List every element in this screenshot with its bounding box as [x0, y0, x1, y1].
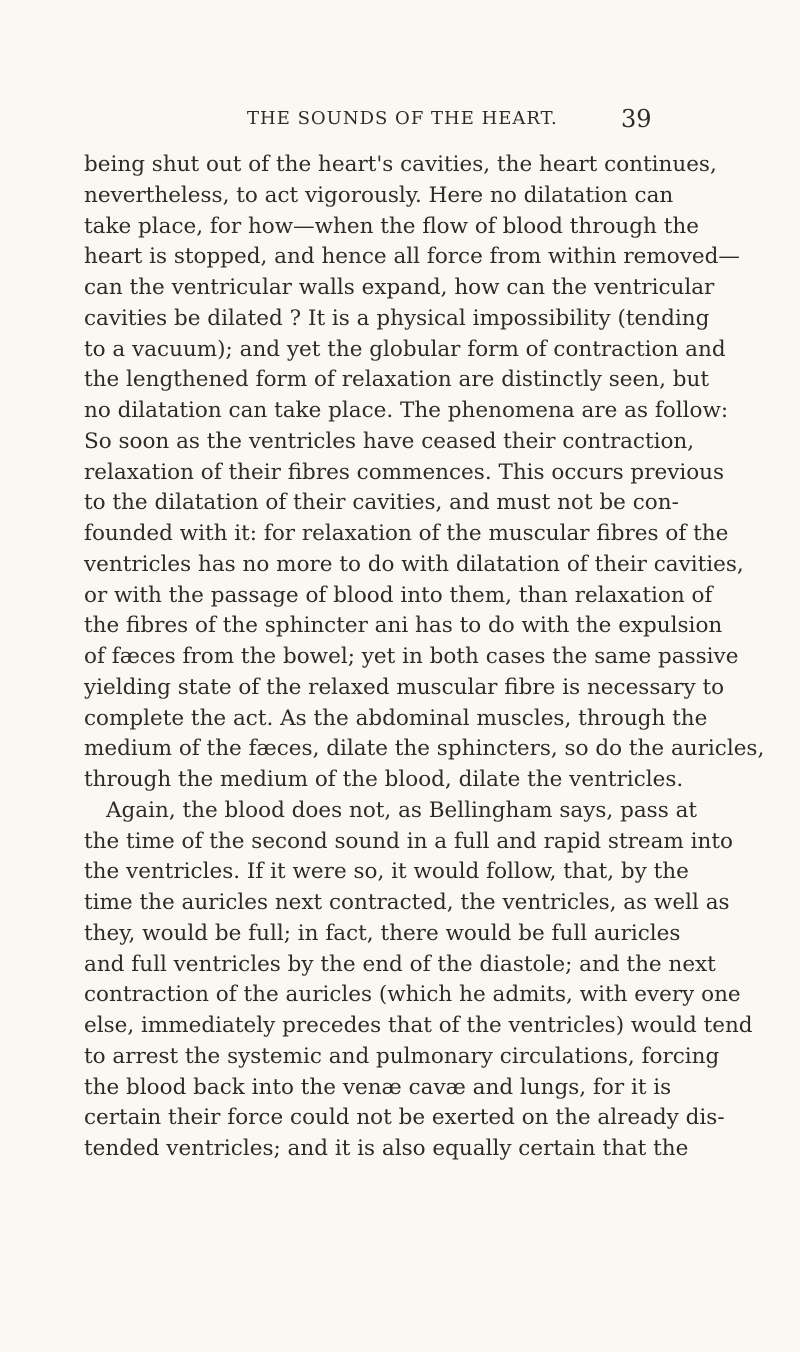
- text-line: medium of the fæces, dilate the sphincters, so do the auricles,: [84, 736, 765, 762]
- text-line: or with the passage of blood into them, than relaxation of: [84, 582, 713, 608]
- text-line: else, immediately precedes that of the ventricles) would tend: [84, 1013, 753, 1038]
- text-line: yielding state of the relaxed muscular fibre is necessary to: [84, 674, 725, 700]
- page-number: 39: [621, 105, 652, 133]
- paragraph-2: [84, 796, 753, 1165]
- text-line: ventricles has no more to do with dilatation of their cavities,: [84, 551, 744, 577]
- text-line: the time of the second sound in a full and rapid stream into: [84, 828, 733, 854]
- text-line: the blood back into the venæ cavæ and lungs, for it is: [84, 1074, 672, 1100]
- text-line: heart is stopped, and hence all force from within removed—: [84, 244, 740, 270]
- text-line: founded with it: for relaxation of the muscular fibres of the: [84, 521, 729, 546]
- text-line: relaxation of their fibres commences. This occurs previous: [84, 459, 725, 485]
- text-line: of fæces from the bowel; yet in both cases the same passive: [84, 644, 739, 669]
- text-line: complete the act. As the abdominal muscles, through the: [84, 705, 708, 731]
- page-header: [0, 105, 800, 138]
- text-line: tended ventricles; and it is also equally certain that the: [84, 1136, 689, 1161]
- text-line: time the auricles next contracted, the ventricles, as well as: [84, 890, 730, 915]
- body-text: [84, 150, 765, 1165]
- text-line: and full ventricles by the end of the diastole; and the next: [84, 951, 716, 977]
- text-line: Again, the blood does not, as Bellingham says, pass at: [106, 797, 698, 823]
- text-line: So soon as the ventricles have ceased their contraction,: [84, 428, 695, 454]
- text-line: to arrest the systemic and pulmonary circulations, forcing: [84, 1043, 720, 1069]
- text-line: nevertheless, to act vigorously. Here no dilatation can: [84, 182, 674, 208]
- text-line: certain their force could not be exerted on the already dis-: [84, 1105, 725, 1131]
- text-line: the lengthened form of relaxation are distinctly seen, but: [84, 367, 710, 393]
- text-line: can the ventricular walls expand, how can the ventricular: [84, 275, 715, 300]
- text-line: the ventricles. If it were so, it would follow, that, by the: [84, 859, 689, 885]
- text-line: the fibres of the sphincter ani has to do with the expulsion: [84, 613, 723, 639]
- text-line: to a vacuum); and yet the globular form of contraction and: [84, 336, 726, 362]
- running-head: THE SOUNDS OF THE HEART.: [247, 108, 558, 129]
- text-line: being shut out of the heart's cavities, the heart continues,: [84, 152, 717, 177]
- text-line: through the medium of the blood, dilate the ventricles.: [84, 767, 684, 792]
- paragraph-1: [84, 150, 765, 796]
- text-line: contraction of the auricles (which he admits, with every one: [84, 982, 741, 1008]
- text-line: take place, for how—when the flow of blood through the: [84, 213, 699, 239]
- text-line: no dilatation can take place. The phenomena are as follow:: [84, 398, 729, 423]
- text-line: to the dilatation of their cavities, and must not be con-: [84, 490, 679, 516]
- text-line: they, would be full; in fact, there would be full auricles: [84, 920, 681, 946]
- text-line: cavities be dilated ? It is a physical impossibility (tending: [84, 305, 710, 331]
